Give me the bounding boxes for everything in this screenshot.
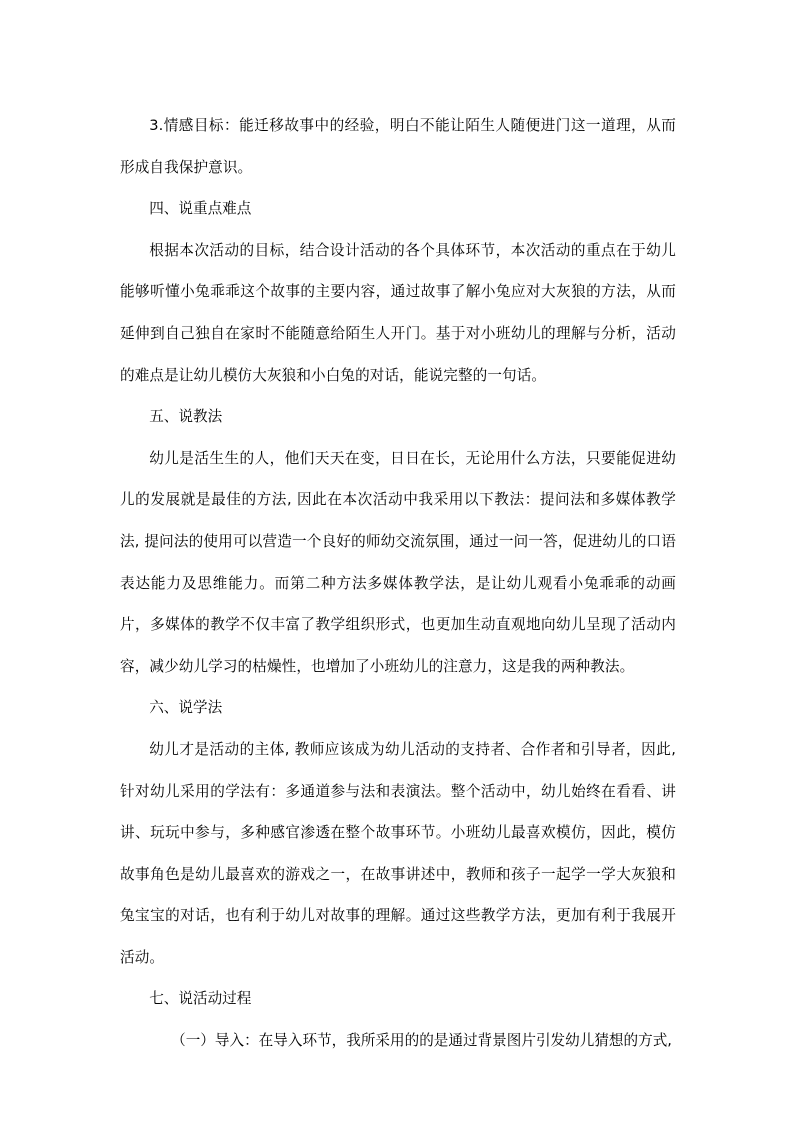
teaching-methods-paragraph: 幼儿是活生生的人，他们天天在变，日日在长，无论用什么方法，只要能促进幼儿的发展就是最佳的方法, 因此在本次活动中我采用以下教法：提问法和多媒体教学法, 提问法的使用可以营造一个良好的师幼交流氛围，通过一问一答，促进幼儿的口语表达能力及思维能力。而第二种方法多媒体教学法，是让幼儿观看小兔乖乖的动画片，多媒体的教学不仅丰富了教学组织形式，也更加生动直观地向幼儿呈现了活动内容，减少幼儿学习的枯燥性，也增加了小班幼儿的注意力，这是我的两种教法。	[120, 449, 676, 675]
key-points-paragraph: 根据本次活动的目标，结合设计活动的各个具体环节，本次活动的重点在于幼儿能够听懂小兔乖乖这个故事的主要内容，通过故事了解小兔应对大灰狼的方法，从而延伸到自己独自在家时不能随意给陌生人开门。基于对小班幼儿的理解与分析，活动的难点是让幼儿模仿大灰狼和小白兔的对话，能说完整的一句话。	[120, 241, 676, 384]
section-heading-key-points: 四、说重点难点	[149, 200, 252, 218]
section-heading-learning-methods: 六、说学法	[149, 699, 223, 717]
section-heading-activity-process: 七、说活动过程	[149, 990, 252, 1008]
emotion-goal-paragraph: 3.情感目标：能迁移故事中的经验，明白不能让陌生人随便进门这一道理，从而形成自我保护意识。	[120, 117, 676, 176]
activity-intro-line: （一）导入：在导入环节，我所采用的的是通过背景图片引发幼儿猜想的方式,	[171, 1032, 672, 1050]
learning-methods-paragraph: 幼儿才是活动的主体, 教师应该成为幼儿活动的支持者、合作者和引导者，因此,针对幼儿采用的学法有：多通道参与法和表演法。整个活动中，幼儿始终在看看、讲讲、玩玩中参与，多种感官渗透在整个故事环节。小班幼儿最喜欢模仿，因此，模仿故事角色是幼儿最喜欢的游戏之一，在故事讲述中，教师和孩子一起学一学大灰狼和兔宝宝的对话，也有利于幼儿对故事的理解。通过这些教学方法，更加有利于我展开活动。	[120, 740, 676, 966]
section-heading-teaching-methods: 五、说教法	[149, 408, 223, 426]
document-body	[120, 105, 676, 1062]
